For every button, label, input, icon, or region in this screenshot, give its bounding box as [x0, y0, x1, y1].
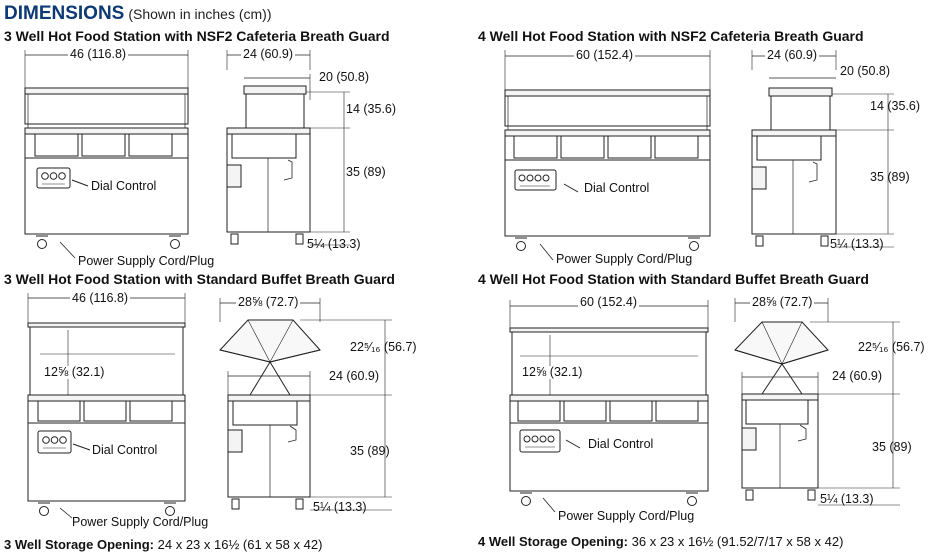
front-view-4well-buffet	[510, 300, 708, 512]
storage-opening-3well	[4, 538, 322, 551]
side-view-4well-buffet	[735, 295, 900, 505]
section-heading-3well-buffet: 3 Well Hot Food Station with Standard Buffet Breath Guard	[4, 271, 395, 287]
storage-opening-label: 4 Well Storage Opening:	[478, 534, 629, 549]
dim-guard-height: 22⁵⁄₁₆ (56.7)	[350, 340, 417, 354]
front-view-4well-cafeteria	[505, 50, 710, 260]
dim-guard-depth: 20 (50.8)	[840, 64, 891, 78]
dim-leg-height: 5¼ (13.3)	[820, 492, 874, 506]
dim-front-width: 46 (116.8)	[72, 291, 129, 305]
section-heading-4well-buffet: 4 Well Hot Food Station with Standard Buffet Breath Guard	[478, 271, 869, 287]
dim-counter-height: 35 (89)	[872, 440, 912, 454]
dim-leg-height: 5¼ (13.3)	[307, 237, 361, 251]
dim-front-width: 46 (116.8)	[70, 47, 127, 61]
section-heading-4well-cafeteria: 4 Well Hot Food Station with NSF2 Cafeteria Breath Guard	[478, 28, 864, 44]
storage-opening-value: 24 x 23 x 16½ (61 x 58 x 42)	[157, 537, 323, 552]
dim-counter-height: 35 (89)	[346, 165, 386, 179]
page-title-main: DIMENSIONS	[4, 3, 125, 24]
dim-guard-top: 28⅝ (72.7)	[752, 295, 813, 309]
power-supply-label: Power Supply Cord/Plug	[72, 515, 209, 529]
dim-counter-height: 35 (89)	[350, 444, 390, 458]
dim-guard-depth: 20 (50.8)	[319, 70, 370, 84]
dim-guard-post: 12⅝ (32.1)	[44, 365, 105, 379]
dim-guard-height: 14 (35.6)	[870, 99, 921, 113]
dim-side-depth: 24 (60.9)	[767, 48, 818, 62]
front-view-3well-buffet	[28, 293, 185, 518]
dial-control-label: Dial Control	[91, 179, 157, 193]
dim-leg-height: 5¼ (13.3)	[313, 500, 367, 514]
dial-control-label: Dial Control	[92, 443, 158, 457]
front-view-3well-cafeteria	[25, 47, 188, 258]
storage-opening-label: 3 Well Storage Opening:	[4, 537, 155, 552]
power-supply-label: Power Supply Cord/Plug	[558, 509, 695, 523]
dim-front-width: 60 (152.4)	[580, 295, 637, 309]
page-title-subtitle: (Shown in inches (cm))	[128, 6, 272, 22]
dim-guard-height: 14 (35.6)	[346, 102, 397, 116]
dim-guard-post: 12⅝ (32.1)	[522, 365, 583, 379]
dim-front-width: 60 (152.4)	[576, 48, 633, 62]
dim-side-depth: 24 (60.9)	[329, 369, 380, 383]
dim-leg-height: 5¼ (13.3)	[830, 237, 884, 251]
dim-counter-height: 35 (89)	[870, 170, 910, 184]
dim-side-depth: 24 (60.9)	[243, 47, 294, 61]
dim-side-depth: 24 (60.9)	[832, 369, 883, 383]
dial-control-label: Dial Control	[584, 181, 650, 195]
dim-guard-height: 22⁵⁄₁₆ (56.7)	[858, 340, 925, 354]
storage-opening-value: 36 x 23 x 16½ (91.52/7/17 x 58 x 42)	[631, 534, 844, 549]
dim-guard-top: 28⅝ (72.7)	[238, 295, 299, 309]
power-supply-label: Power Supply Cord/Plug	[78, 254, 215, 268]
storage-opening-4well	[478, 535, 843, 548]
side-view-4well-cafeteria	[752, 50, 894, 247]
power-supply-label: Power Supply Cord/Plug	[556, 252, 693, 266]
section-heading-3well-cafeteria: 3 Well Hot Food Station with NSF2 Cafeteria Breath Guard	[4, 28, 390, 44]
dial-control-label: Dial Control	[588, 437, 654, 451]
side-view-3well-buffet	[220, 295, 392, 510]
